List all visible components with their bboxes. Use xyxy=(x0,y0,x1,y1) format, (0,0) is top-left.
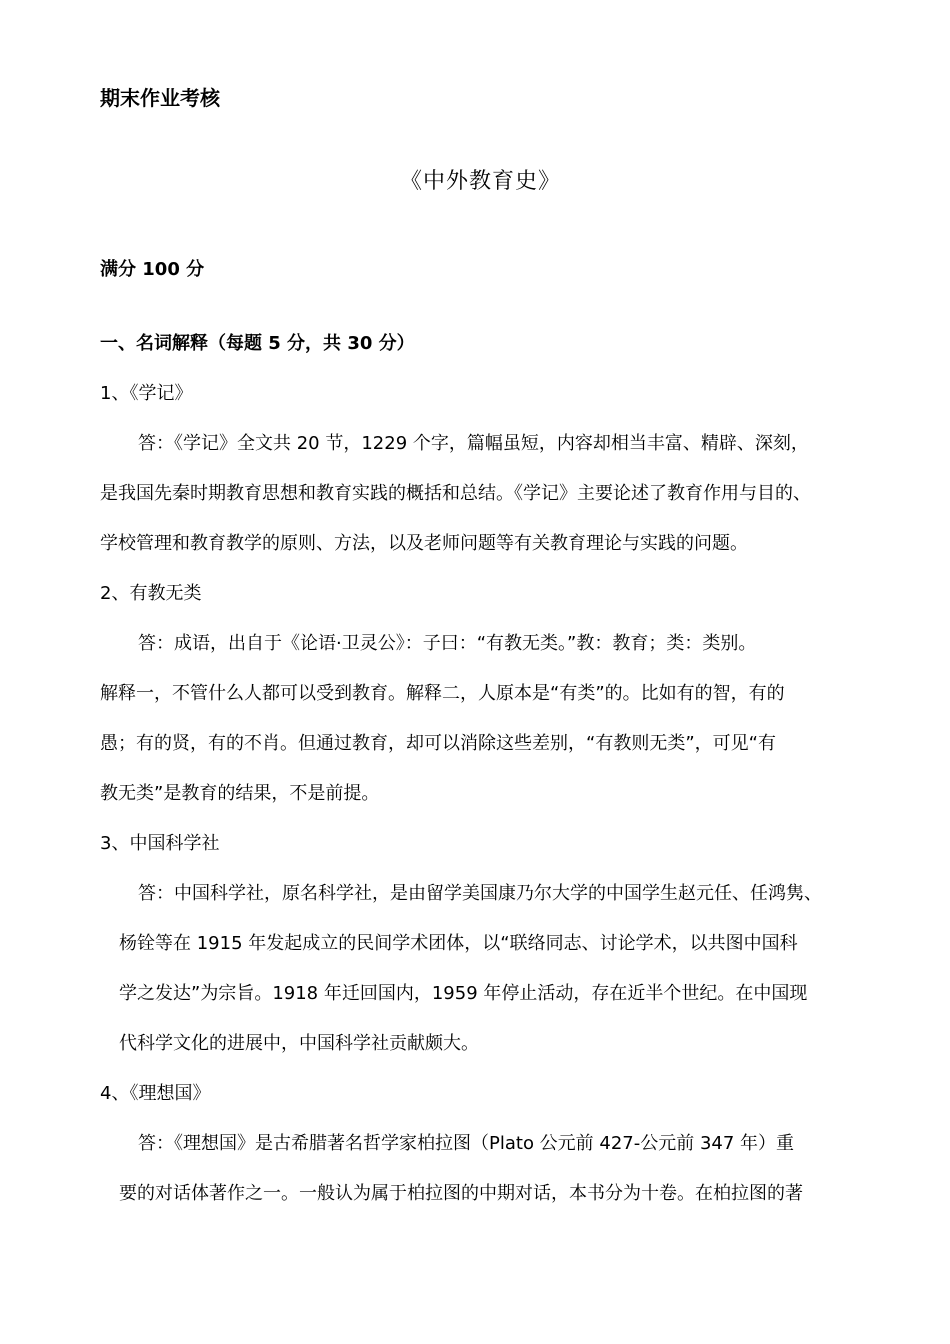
question-2-title: 2、有教无类 xyxy=(100,583,202,604)
question-3-title: 3、中国科学社 xyxy=(100,833,220,854)
course-title: 《中外教育史》 xyxy=(400,169,562,194)
answer-1-line-1: 答：《学记》全文共 20 节，1229 个字，篇幅虽短，内容却相当丰富、精辟、深刻， xyxy=(138,433,809,454)
answer-2-line-4: 教无类”是教育的结果，不是前提。 xyxy=(100,783,380,804)
question-4-title: 4、《理想国》 xyxy=(100,1083,211,1104)
answer-1-line-2: 是我国先秦时期教育思想和教育实践的概括和总结。《学记》主要论述了教育作用与目的、 xyxy=(100,483,811,504)
answer-4-line-1: 答：《理想国》是古希腊著名哲学家柏拉图（Plato 公元前 427-公元前 347 年）重 xyxy=(138,1133,795,1154)
answer-3-line-2: 杨铨等在 1915 年发起成立的民间学术团体，以“联络同志、讨论学术，以共图中国科 xyxy=(119,933,798,954)
document-header: 期末作业考核 xyxy=(100,86,220,110)
answer-3-line-1: 答：中国科学社，原名科学社，是由留学美国康乃尔大学的中国学生赵元任、任鸿隽、 xyxy=(138,883,822,904)
answer-3-line-4: 代科学文化的进展中，中国科学社贡献颇大。 xyxy=(119,1033,479,1054)
question-1-title: 1、《学记》 xyxy=(100,383,193,404)
answer-3-line-3: 学之发达”为宗旨。1918 年迁回国内，1959 年停止活动，存在近半个世纪。在中国现 xyxy=(119,983,808,1004)
answer-4-line-2: 要的对话体著作之一。一般认为属于柏拉图的中期对话，本书分为十卷。在柏拉图的著 xyxy=(119,1183,803,1204)
answer-1-line-3: 学校管理和教育教学的原则、方法，以及老师问题等有关教育理论与实践的问题。 xyxy=(100,533,748,554)
section-heading: 一、名词解释（每题 5 分，共 30 分） xyxy=(100,333,415,354)
answer-2-line-1: 答：成语，出自于《论语·卫灵公》：子曰：“有教无类。”教：教育；类：类别。 xyxy=(138,633,757,654)
full-score: 满分 100 分 xyxy=(100,259,205,280)
answer-2-line-2: 解释一，不管什么人都可以受到教育。解释二，人原本是“有类”的。比如有的智，有的 xyxy=(100,683,785,704)
answer-2-line-3: 愚；有的贤，有的不肖。但通过教育，却可以消除这些差别，“有教则无类”，可见“有 xyxy=(100,733,776,754)
